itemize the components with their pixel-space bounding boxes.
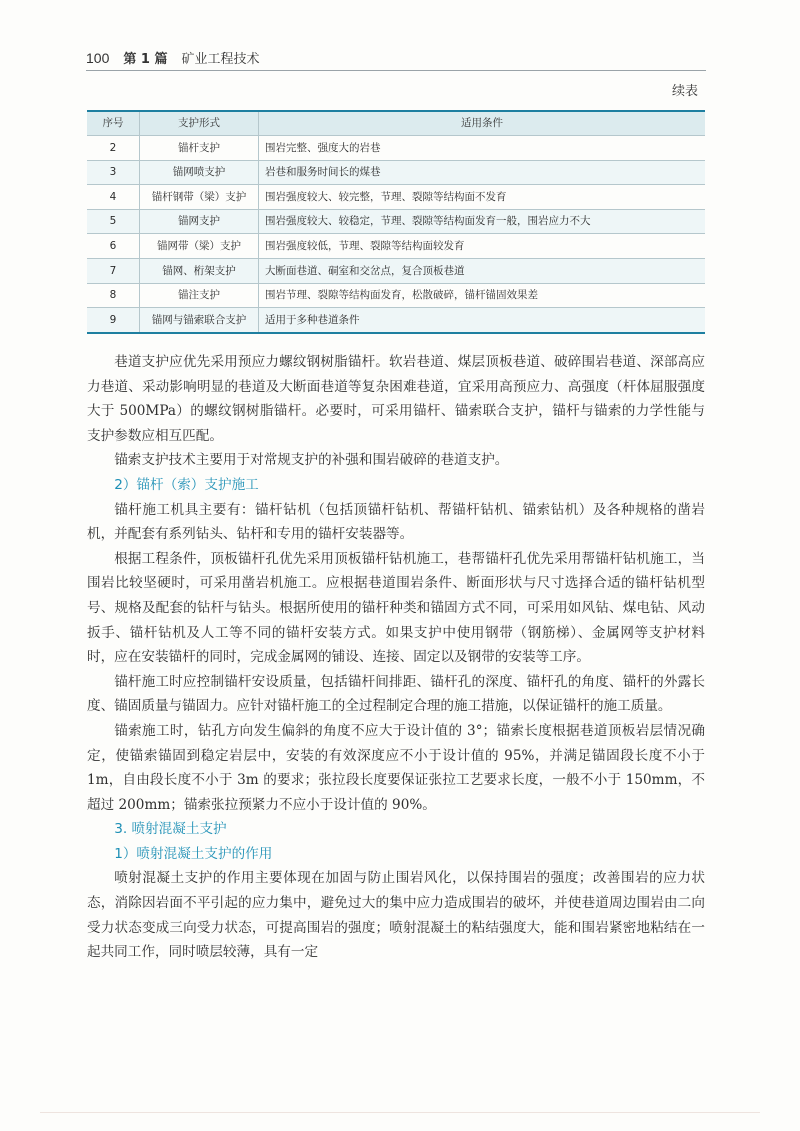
col-header-support-type: 支护形式 — [140, 111, 259, 136]
cell-conditions: 围岩节理、裂隙等结构面发育，松散破碎，锚杆锚固效果差 — [259, 283, 706, 308]
table-row — [87, 160, 705, 185]
table-row — [87, 234, 705, 259]
section-heading: 2）锚杆（索）支护施工 — [114, 476, 259, 493]
cell-support-type: 锚网支护 — [140, 209, 259, 234]
table-row — [87, 258, 705, 283]
cell-index: 3 — [87, 160, 140, 185]
cell-conditions: 大断面巷道、硐室和交岔点，复合顶板巷道 — [259, 258, 706, 283]
subsection-heading: 1）喷射混凝土支护的作用 — [114, 845, 273, 862]
cell-support-type: 锚杆支护 — [140, 136, 259, 161]
header-divider — [86, 70, 706, 71]
cell-conditions: 围岩强度较低，节理、裂隙等结构面较发育 — [259, 234, 706, 259]
table-row — [87, 308, 705, 333]
book-title: 矿业工程技术 — [181, 52, 260, 67]
col-header-index: 序号 — [87, 111, 140, 136]
part-label: 第 1 篇 — [123, 52, 168, 67]
paragraph: 喷射混凝土支护的作用主要体现在加固与防止围岩风化，以保持围岩的强度；改善围岩的应力状态，消除因岩面不平引起的应力集中，避免过大的集中应力造成围岩的破坏，并使巷道周边围岩由二向受力状态变成三向受力状态，可提高围岩的强度；喷射混凝土的粘结强度大，能和围岩紧密地粘结在一起共同工作，同时喷层较薄，具有一定 — [87, 870, 705, 961]
paragraph: 根据工程条件，顶板锚杆孔优先采用顶板锚杆钻机施工，巷帮锚杆孔优先采用帮锚杆钻机施工，当围岩比较坚硬时，可采用凿岩机施工。应根据巷道围岩条件、断面形状与尺寸选择合适的锚杆钻机型号、规格及配套的钻杆与钻头。根据所使用的锚杆种类和锚固方式不同，可采用如风钻、煤电钻、风动扳手、锚杆钻机及人工等不同的锚杆安装方式。如果支护中使用钢带（钢筋梯）、金属网等支护材料时，应在安装锚杆的同时，完成金属网的铺设、连接、固定以及钢带的安装等工序。 — [87, 550, 705, 666]
table-row — [87, 209, 705, 234]
cell-conditions: 围岩强度较大、较完整，节理、裂隙等结构面不发育 — [259, 185, 706, 210]
body-text — [87, 350, 705, 965]
cell-conditions: 岩巷和服务时间长的煤巷 — [259, 160, 706, 185]
cell-support-type: 锚注支护 — [140, 283, 259, 308]
cell-conditions: 围岩强度较大、较稳定，节理、裂隙等结构面发育一般，围岩应力不大 — [259, 209, 706, 234]
cell-index: 9 — [87, 308, 140, 333]
page-bottom-line — [40, 1112, 760, 1113]
cell-support-type: 锚网喷支护 — [140, 160, 259, 185]
cell-conditions: 适用于多种巷道条件 — [259, 308, 706, 333]
table-header-row — [87, 111, 705, 136]
cell-support-type: 锚杆钢带（梁）支护 — [140, 185, 259, 210]
cell-support-type: 锚网带（梁）支护 — [140, 234, 259, 259]
paragraph: 锚杆施工时应控制锚杆安设质量，包括锚杆间排距、锚杆孔的深度、锚杆孔的角度、锚杆的外露长度、锚固质量与锚固力。应针对锚杆施工的全过程制定合理的施工措施，以保证锚杆的施工质量。 — [87, 673, 705, 715]
col-header-conditions: 适用条件 — [259, 111, 706, 136]
cell-index: 2 — [87, 136, 140, 161]
page-header — [86, 48, 706, 67]
cell-index: 7 — [87, 258, 140, 283]
cell-index: 6 — [87, 234, 140, 259]
cell-support-type: 锚网与锚索联合支护 — [140, 308, 259, 333]
cell-conditions: 围岩完整、强度大的岩巷 — [259, 136, 706, 161]
paragraph: 锚杆施工机具主要有：锚杆钻机（包括顶锚杆钻机、帮锚杆钻机、锚索钻机）及各种规格的凿岩机，并配套有系列钻头、钻杆和专用的锚杆安装器等。 — [87, 501, 705, 543]
cell-index: 4 — [87, 185, 140, 210]
cell-support-type: 锚网、桁架支护 — [140, 258, 259, 283]
section-heading: 3. 喷射混凝土支护 — [114, 821, 227, 838]
table-row — [87, 283, 705, 308]
page-number: 100 — [86, 50, 110, 66]
table-continued-label: 续表 — [671, 84, 698, 99]
table-row — [87, 136, 705, 161]
support-type-table — [87, 110, 705, 334]
paragraph: 巷道支护应优先采用预应力螺纹钢树脂锚杆。软岩巷道、煤层顶板巷道、破碎围岩巷道、深部高应力巷道、采动影响明显的巷道及大断面巷道等复杂困难巷道，宜采用高预应力、高强度（杆体屈服强度大于 500MPa）的螺纹钢树脂锚杆。必要时，可采用锚杆、锚索联合支护，锚杆与锚索的力学性能与支护参数应相互匹配。 — [87, 354, 705, 444]
cell-index: 5 — [87, 209, 140, 234]
table-row — [87, 185, 705, 210]
cell-index: 8 — [87, 283, 140, 308]
paragraph: 锚索支护技术主要用于对常规支护的补强和围岩破碎的巷道支护。 — [114, 452, 509, 469]
paragraph: 锚索施工时，钻孔方向发生偏斜的角度不应大于设计值的 3°；锚索长度根据巷道顶板岩层情况确定，使锚索锚固到稳定岩层中，安装的有效深度应不小于设计值的 95%，并满足锚固段长度不小于 1m，自由段长度不小于 3m 的要求；张拉段长度要保证张拉工艺要求长度，一般不小于 150mm，不超过 200mm；锚索张拉预紧力不应小于设计值的 90%。 — [87, 722, 705, 813]
